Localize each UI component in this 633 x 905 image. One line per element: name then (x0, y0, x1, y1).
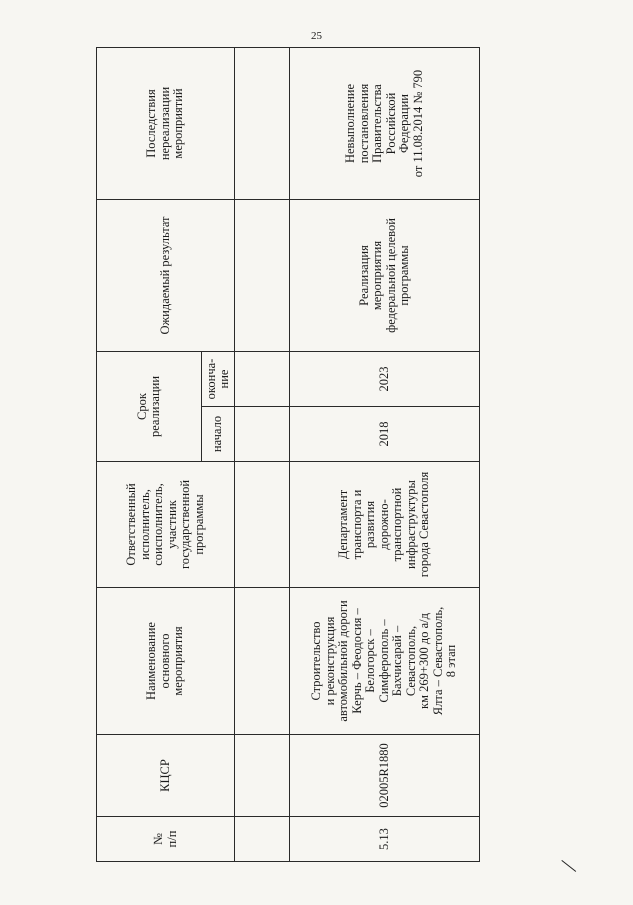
header-consequences: Последствия нереализации мероприятий (97, 48, 235, 200)
row-consequences: Невыполнение постановления Правительства Российской Федерации от 11.08.2014 № 790 (290, 48, 480, 200)
row-activity-name: Строительство и реконструкция автомобильной дороги Керчь – Феодосия – Белогорск – Симферополь – Бахчисарай – Севастополь, км 269+300 до а/д Ялта – Севастополь, 8 этап (290, 588, 480, 735)
row-start-year: 2018 (290, 407, 480, 462)
program-activity-table-wrapper (96, 48, 464, 862)
table-row (290, 48, 480, 862)
row-expected-result: Реализация мероприятия федеральной целевой программы (290, 200, 480, 352)
header-period: Срок реализации (97, 352, 202, 462)
page-number: 25 (311, 30, 322, 42)
pen-mark (561, 860, 576, 872)
header-kcsr: КЦСР (97, 735, 235, 817)
header-period-end: оконча- ние (202, 352, 235, 407)
row-end-year: 2023 (290, 352, 480, 407)
row-num: 5.13 (290, 817, 480, 862)
row-executor: Департамент транспорта и развития дорожно- транспортной инфраструктуры города Севастополя (290, 462, 480, 588)
program-activity-table (96, 47, 480, 862)
header-period-start: начало (202, 407, 235, 462)
header-expected-result: Ожидаемый результат (97, 200, 235, 352)
header-activity-name: Наименование основного мероприятия (97, 588, 235, 735)
rotated-table-canvas (96, 48, 464, 862)
header-row (97, 48, 202, 862)
header-num: № п/п (97, 817, 235, 862)
blank-row (235, 48, 290, 862)
row-kcsr: 02005R1880 (290, 735, 480, 817)
header-executor: Ответственный исполнитель, соисполнитель, участник государственной программы (97, 462, 235, 588)
